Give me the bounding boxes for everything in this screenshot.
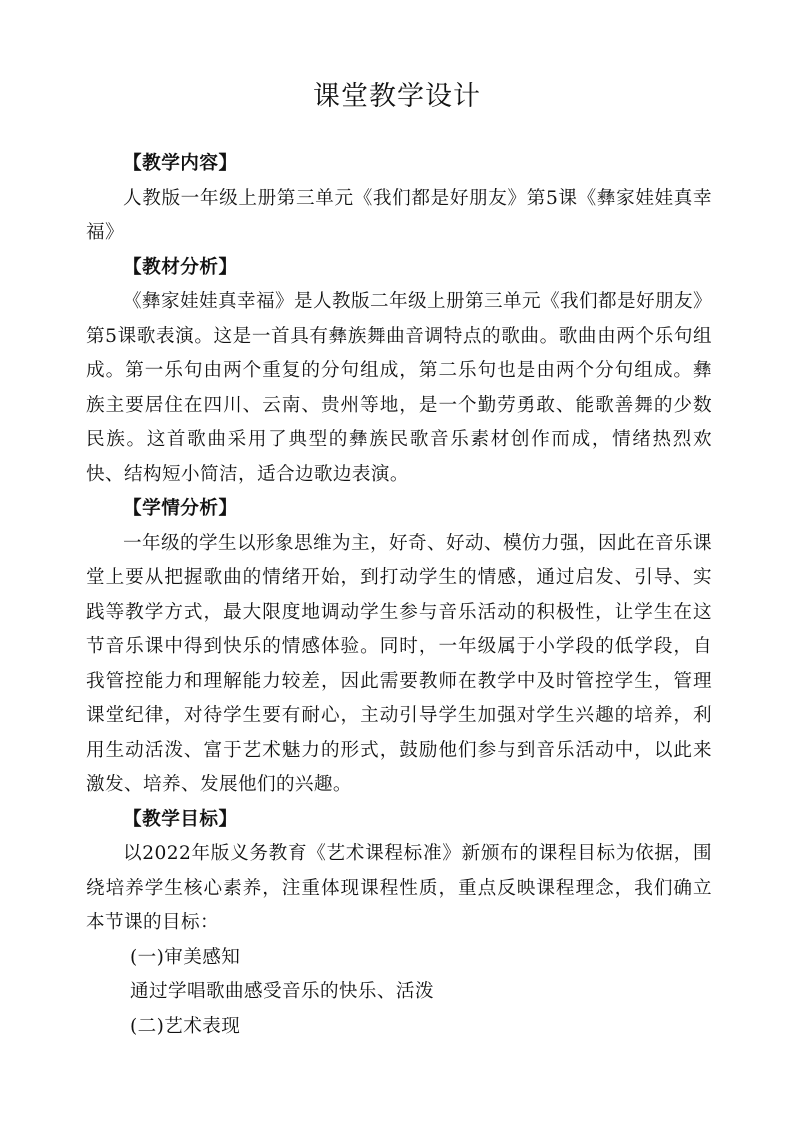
goal-item-expression: (二)艺术表现 [130,1015,241,1037]
paragraph-analysis: 《彝家娃娃真幸福》是人教版二年级上册第三单元《我们都是好朋友》第5课歌表演。这是一首具有彝族舞曲音调特点的歌曲。歌曲由两个乐句组成。第一乐句由两个重复的分句组成，第二乐句也是由两个分句组成。彝族主要居住在四川、云南、贵州等地，是一个勤劳勇敢、能歌善舞的少数民族。这首歌曲采用了典型的彝族民歌音乐素材创作而成，情绪热烈欢快、结构短小简洁，适合边歌边表演。 [86,291,712,485]
page-title: 课堂教学设计 [313,81,481,112]
section-heading-analysis: 【教材分析】 [123,256,238,278]
goal-item-aesthetic: (一)审美感知 [130,946,241,968]
section-heading-students: 【学情分析】 [123,498,238,519]
paragraph-content: 人教版一年级上册第三单元《我们都是好朋友》第5课《彝家娃娃真幸福》 [86,187,712,243]
paragraph-goals: 以2022年版义务教育《艺术课程标准》新颁布的课程目标为依据，围绕培养学生核心素养，注重体现课程性质，重点反映课程理念，我们确立本节课的目标： [86,843,712,933]
goal-item-aesthetic-desc: 通过学唱歌曲感受音乐的快乐、活泼 [130,981,434,1002]
document-body [86,147,712,1044]
paragraph-students: 一年级的学生以形象思维为主，好奇、好动、模仿力强，因此在音乐课堂上要从把握歌曲的情绪开始，到打动学生的情感，通过启发、引导、实践等教学方式，最大限度地调动学生参与音乐活动的积极性，让学生在这节音乐课中得到快乐的情感体验。同时，一年级属于小学段的低学段，自我管控能力和理解能力较差，因此需要教师在教学中及时管控学生，管理课堂纪律，对待学生要有耐心，主动引导学生加强对学生兴趣的培养，利用生动活泼、富于艺术魅力的形式，鼓励他们参与到音乐活动中，以此来激发、培养、发展他们的兴趣。 [86,532,712,795]
section-heading-goals: 【教学目标】 [123,808,238,830]
section-heading-content: 【教学内容】 [123,153,238,174]
